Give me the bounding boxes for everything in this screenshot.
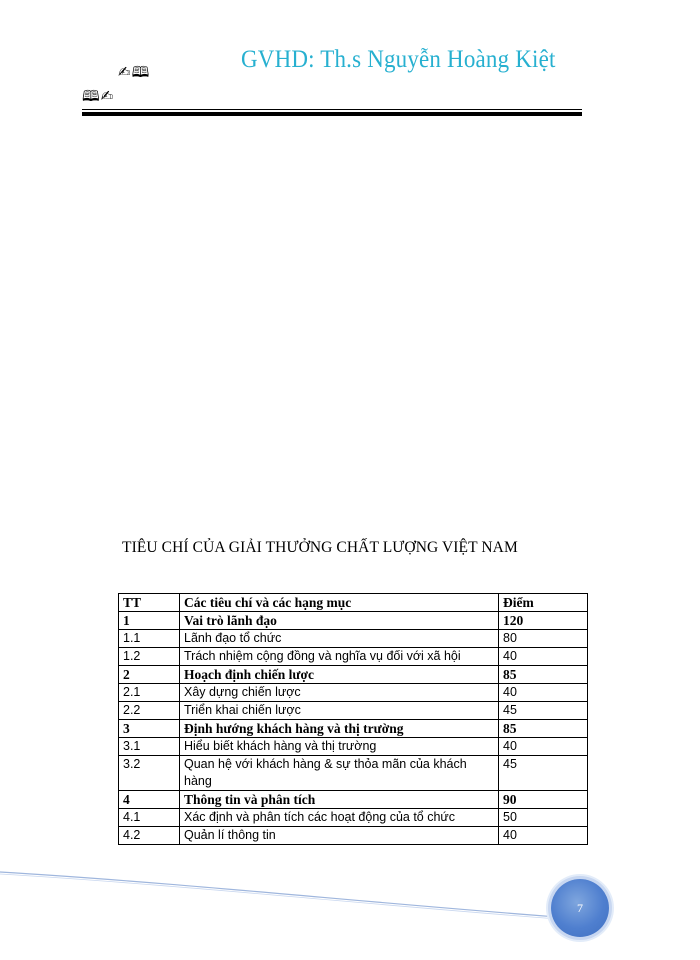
table-row <box>119 738 588 756</box>
row-tt: 2.1 <box>119 684 180 702</box>
row-tt: 3 <box>119 720 180 738</box>
row-criteria: Xây dựng chiến lược <box>180 684 499 702</box>
row-criteria: Xác định và phân tích các hoạt động của tổ chức <box>180 809 499 827</box>
document-heading: TIÊU CHÍ CỦA GIẢI THƯỞNG CHẤT LƯỢNG VIỆT NAM <box>122 539 518 556</box>
table-row <box>119 612 588 630</box>
row-criteria: Thông tin và phân tích <box>180 791 499 809</box>
row-criteria: Quản lí thông tin <box>180 827 499 845</box>
row-tt: 4 <box>119 791 180 809</box>
row-points: 40 <box>499 827 588 845</box>
table-header-row <box>119 594 588 612</box>
table-row <box>119 720 588 738</box>
row-tt: 2 <box>119 666 180 684</box>
row-criteria: Vai trò lãnh đạo <box>180 612 499 630</box>
header-criteria: Các tiêu chí và các hạng mục <box>180 594 499 612</box>
row-points: 40 <box>499 738 588 756</box>
row-points: 45 <box>499 702 588 720</box>
header-tt: TT <box>119 594 180 612</box>
row-points: 45 <box>499 756 588 791</box>
row-criteria: Trách nhiệm cộng đồng và nghĩa vụ đối với xã hội <box>180 648 499 666</box>
table-row <box>119 809 588 827</box>
row-tt: 3.1 <box>119 738 180 756</box>
row-points: 120 <box>499 612 588 630</box>
page-number: 7 <box>577 901 583 915</box>
row-criteria: Triển khai chiến lược <box>180 702 499 720</box>
row-criteria: Quan hệ với khách hàng & sự thỏa mãn của khách hàng <box>180 756 499 791</box>
row-points: 85 <box>499 666 588 684</box>
row-tt: 1 <box>119 612 180 630</box>
table-row <box>119 630 588 648</box>
row-criteria: Hiểu biết khách hàng và thị trường <box>180 738 499 756</box>
row-tt: 1.1 <box>119 630 180 648</box>
row-tt: 1.2 <box>119 648 180 666</box>
instructor-title: GVHD: Th.s Nguyễn Hoàng Kiệt <box>241 46 556 73</box>
page-number-badge <box>551 879 609 937</box>
row-points: 50 <box>499 809 588 827</box>
row-points: 40 <box>499 684 588 702</box>
row-tt: 4.2 <box>119 827 180 845</box>
row-points: 85 <box>499 720 588 738</box>
row-tt: 4.1 <box>119 809 180 827</box>
row-points: 90 <box>499 791 588 809</box>
table-row <box>119 702 588 720</box>
row-criteria: Định hướng khách hàng và thị trường <box>180 720 499 738</box>
header-icons-row-1: ✍🕮 <box>118 63 151 81</box>
criteria-table <box>118 593 588 845</box>
header-rule-thick <box>82 112 582 116</box>
row-criteria: Lãnh đạo tổ chức <box>180 630 499 648</box>
table-row <box>119 684 588 702</box>
table-row <box>119 666 588 684</box>
table-row <box>119 827 588 845</box>
header-points: Điểm <box>499 594 588 612</box>
row-criteria: Hoạch định chiến lược <box>180 666 499 684</box>
row-points: 80 <box>499 630 588 648</box>
table-row <box>119 648 588 666</box>
header-icons-row-2: 🕮✍ <box>82 87 115 105</box>
header-rule-thin <box>82 109 582 110</box>
row-points: 40 <box>499 648 588 666</box>
row-tt: 3.2 <box>119 756 180 791</box>
row-tt: 2.2 <box>119 702 180 720</box>
table-row <box>119 756 588 791</box>
footer-decorative-curve <box>0 860 600 920</box>
table-row <box>119 791 588 809</box>
